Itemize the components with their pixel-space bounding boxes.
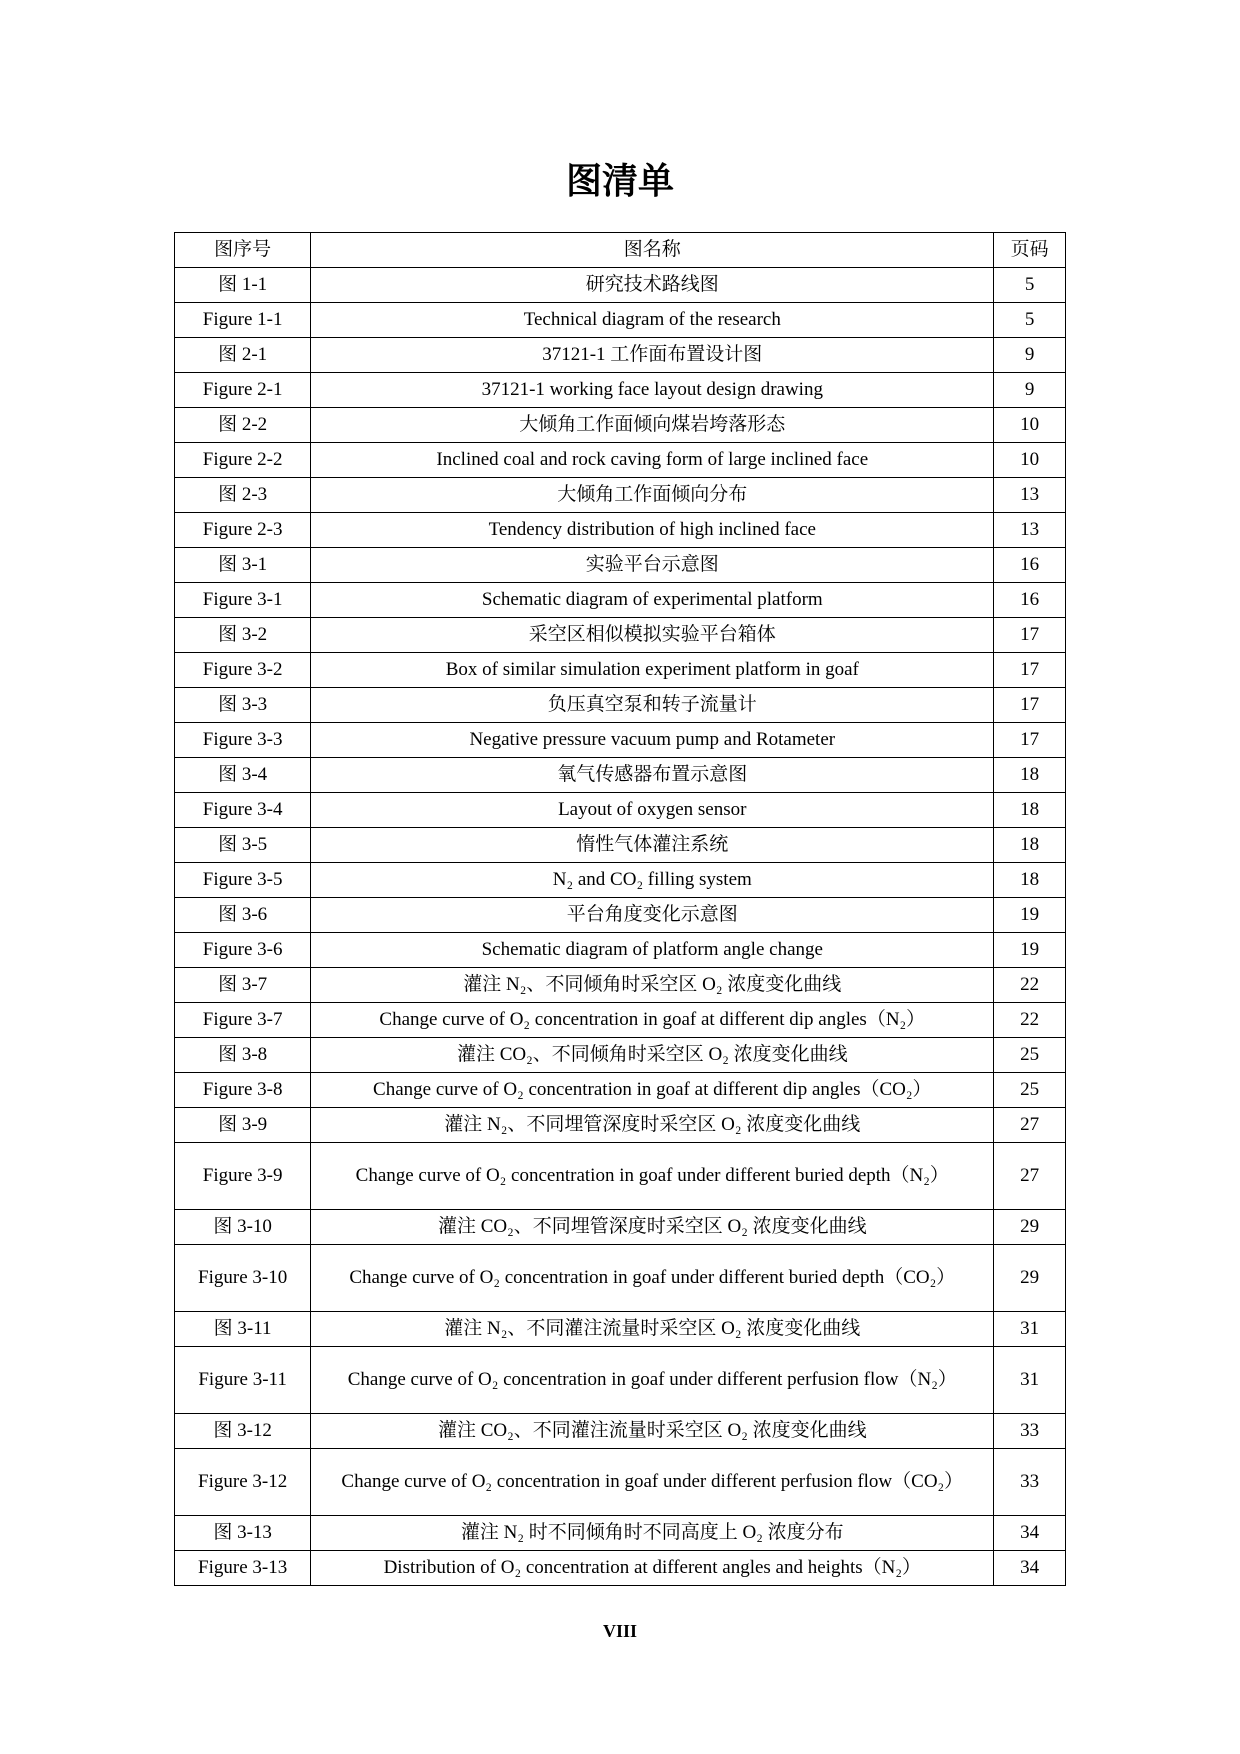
- table-row: [175, 373, 1066, 408]
- page-number-cell: 17: [994, 723, 1066, 758]
- page-number-cell: 31: [994, 1347, 1066, 1414]
- figure-number: 图 1-1: [175, 268, 311, 303]
- page-title: 图清单: [565, 161, 674, 202]
- header-page: 页码: [994, 233, 1066, 268]
- figure-name: 大倾角工作面倾向分布: [311, 478, 994, 513]
- table-row: [175, 1038, 1066, 1073]
- figure-number: 图 2-3: [175, 478, 311, 513]
- figure-number: 图 3-1: [175, 548, 311, 583]
- table-row: [175, 688, 1066, 723]
- figure-number: 图 2-2: [175, 408, 311, 443]
- figure-number: Figure 3-13: [175, 1551, 311, 1586]
- figure-name: Schematic diagram of platform angle change: [311, 933, 994, 968]
- figure-name: Change curve of O₂ concentration in goaf under different perfusion flow（N₂）: [311, 1347, 994, 1414]
- figure-number: 图 3-9: [175, 1108, 311, 1143]
- table-row: [175, 1003, 1066, 1038]
- table-row: [175, 548, 1066, 583]
- figure-number: Figure 3-2: [175, 653, 311, 688]
- figure-name: 灌注 N₂、不同埋管深度时采空区 O₂ 浓度变化曲线: [311, 1108, 994, 1143]
- figure-name: 灌注 N₂、不同倾角时采空区 O₂ 浓度变化曲线: [311, 968, 994, 1003]
- page-number-cell: 16: [994, 548, 1066, 583]
- figure-number: Figure 1-1: [175, 303, 311, 338]
- figure-number: Figure 3-10: [175, 1245, 311, 1312]
- page-number-cell: 29: [994, 1245, 1066, 1312]
- page-number-cell: 19: [994, 898, 1066, 933]
- page-number-cell: 33: [994, 1449, 1066, 1516]
- table-row: [175, 513, 1066, 548]
- table-row: [175, 443, 1066, 478]
- figure-name: 平台角度变化示意图: [311, 898, 994, 933]
- figure-number: Figure 2-3: [175, 513, 311, 548]
- page-number-cell: 19: [994, 933, 1066, 968]
- figure-number: 图 3-3: [175, 688, 311, 723]
- page-number-cell: 18: [994, 863, 1066, 898]
- figure-name: Inclined coal and rock caving form of large inclined face: [311, 443, 994, 478]
- page-number-cell: 9: [994, 373, 1066, 408]
- figure-name: 37121-1 工作面布置设计图: [311, 338, 994, 373]
- page-number-cell: 5: [994, 268, 1066, 303]
- page-number-cell: 22: [994, 968, 1066, 1003]
- table-row: [175, 1108, 1066, 1143]
- header-name: 图名称: [311, 233, 994, 268]
- table-header-row: [175, 233, 1066, 268]
- page-number-cell: 13: [994, 513, 1066, 548]
- figure-number: 图 3-13: [175, 1516, 311, 1551]
- figure-name: Tendency distribution of high inclined face: [311, 513, 994, 548]
- page-number-cell: 34: [994, 1551, 1066, 1586]
- figure-number: Figure 3-12: [175, 1449, 311, 1516]
- figure-name: Negative pressure vacuum pump and Rotameter: [311, 723, 994, 758]
- figure-name: Change curve of O₂ concentration in goaf at different dip angles（N₂）: [311, 1003, 994, 1038]
- figure-number: Figure 3-11: [175, 1347, 311, 1414]
- page-number-cell: 13: [994, 478, 1066, 513]
- table-row: [175, 653, 1066, 688]
- figure-number: 图 3-6: [175, 898, 311, 933]
- figure-number: Figure 3-6: [175, 933, 311, 968]
- page-number-cell: 18: [994, 828, 1066, 863]
- figure-number: Figure 3-3: [175, 723, 311, 758]
- table-row: [175, 968, 1066, 1003]
- table-row: [175, 478, 1066, 513]
- figure-number: Figure 2-2: [175, 443, 311, 478]
- table-row: [175, 793, 1066, 828]
- header-number: 图序号: [175, 233, 311, 268]
- table-row: [175, 618, 1066, 653]
- table-row: [175, 1449, 1066, 1516]
- page-number-cell: 18: [994, 793, 1066, 828]
- figure-name: Layout of oxygen sensor: [311, 793, 994, 828]
- page-number-cell: 27: [994, 1108, 1066, 1143]
- page-number-cell: 10: [994, 443, 1066, 478]
- figure-name: Distribution of O₂ concentration at different angles and heights（N₂）: [311, 1551, 994, 1586]
- page-number-cell: 29: [994, 1210, 1066, 1245]
- page-number-cell: 10: [994, 408, 1066, 443]
- figure-number: 图 3-10: [175, 1210, 311, 1245]
- table-row: [175, 1347, 1066, 1414]
- figure-number: Figure 3-7: [175, 1003, 311, 1038]
- page-number-cell: 16: [994, 583, 1066, 618]
- page-number-cell: 5: [994, 303, 1066, 338]
- figure-number: Figure 3-8: [175, 1073, 311, 1108]
- table-row: [175, 408, 1066, 443]
- figure-name: 氧气传感器布置示意图: [311, 758, 994, 793]
- table-row: [175, 338, 1066, 373]
- page-number: VIII: [602, 1621, 637, 1641]
- page-number-cell: 17: [994, 618, 1066, 653]
- table-row: [175, 1414, 1066, 1449]
- table-row: [175, 1073, 1066, 1108]
- table-row: [175, 758, 1066, 793]
- page-number-cell: 34: [994, 1516, 1066, 1551]
- figure-name: 灌注 N₂、不同灌注流量时采空区 O₂ 浓度变化曲线: [311, 1312, 994, 1347]
- figure-name: Change curve of O₂ concentration in goaf at different dip angles（CO₂）: [311, 1073, 994, 1108]
- figure-list-table: [174, 232, 1066, 1586]
- page-number-cell: 18: [994, 758, 1066, 793]
- page-number-cell: 17: [994, 653, 1066, 688]
- figure-name: Schematic diagram of experimental platform: [311, 583, 994, 618]
- page-number-cell: 25: [994, 1073, 1066, 1108]
- page-number-cell: 22: [994, 1003, 1066, 1038]
- figure-name: 实验平台示意图: [311, 548, 994, 583]
- figure-name: N₂ and CO₂ filling system: [311, 863, 994, 898]
- table-row: [175, 1245, 1066, 1312]
- figure-number: 图 3-4: [175, 758, 311, 793]
- table-row: [175, 828, 1066, 863]
- figure-number: 图 3-7: [175, 968, 311, 1003]
- figure-number: Figure 3-9: [175, 1143, 311, 1210]
- figure-name: 负压真空泵和转子流量计: [311, 688, 994, 723]
- figure-name: 灌注 CO₂、不同埋管深度时采空区 O₂ 浓度变化曲线: [311, 1210, 994, 1245]
- table-row: [175, 268, 1066, 303]
- page-number-cell: 9: [994, 338, 1066, 373]
- figure-name: Box of similar simulation experiment platform in goaf: [311, 653, 994, 688]
- page-number-cell: 25: [994, 1038, 1066, 1073]
- figure-name: 大倾角工作面倾向煤岩垮落形态: [311, 408, 994, 443]
- figure-number: 图 3-5: [175, 828, 311, 863]
- figure-name: 采空区相似模拟实验平台箱体: [311, 618, 994, 653]
- figure-number: 图 3-2: [175, 618, 311, 653]
- figure-name: 研究技术路线图: [311, 268, 994, 303]
- page-number-cell: 27: [994, 1143, 1066, 1210]
- table-row: [175, 583, 1066, 618]
- page-number-cell: 31: [994, 1312, 1066, 1347]
- table-row: [175, 933, 1066, 968]
- figure-number: 图 3-11: [175, 1312, 311, 1347]
- table-row: [175, 1551, 1066, 1586]
- figure-name: 灌注 N₂ 时不同倾角时不同高度上 O₂ 浓度分布: [311, 1516, 994, 1551]
- table-row: [175, 863, 1066, 898]
- page-number-cell: 33: [994, 1414, 1066, 1449]
- figure-name: Technical diagram of the research: [311, 303, 994, 338]
- table-row: [175, 1210, 1066, 1245]
- table-row: [175, 303, 1066, 338]
- table-row: [175, 1143, 1066, 1210]
- figure-number: 图 3-12: [175, 1414, 311, 1449]
- figure-name: 灌注 CO₂、不同灌注流量时采空区 O₂ 浓度变化曲线: [311, 1414, 994, 1449]
- figure-number: Figure 3-5: [175, 863, 311, 898]
- table-row: [175, 723, 1066, 758]
- figure-name: Change curve of O₂ concentration in goaf under different buried depth（N₂）: [311, 1143, 994, 1210]
- table-row: [175, 898, 1066, 933]
- figure-name: 惰性气体灌注系统: [311, 828, 994, 863]
- figure-name: 灌注 CO₂、不同倾角时采空区 O₂ 浓度变化曲线: [311, 1038, 994, 1073]
- figure-number: 图 3-8: [175, 1038, 311, 1073]
- table-row: [175, 1312, 1066, 1347]
- figure-number: 图 2-1: [175, 338, 311, 373]
- figure-number: Figure 2-1: [175, 373, 311, 408]
- figure-name: 37121-1 working face layout design drawing: [311, 373, 994, 408]
- page-number-cell: 17: [994, 688, 1066, 723]
- figure-name: Change curve of O₂ concentration in goaf under different perfusion flow（CO₂）: [311, 1449, 994, 1516]
- figure-number: Figure 3-1: [175, 583, 311, 618]
- table-row: [175, 1516, 1066, 1551]
- figure-number: Figure 3-4: [175, 793, 311, 828]
- figure-name: Change curve of O₂ concentration in goaf under different buried depth（CO₂）: [311, 1245, 994, 1312]
